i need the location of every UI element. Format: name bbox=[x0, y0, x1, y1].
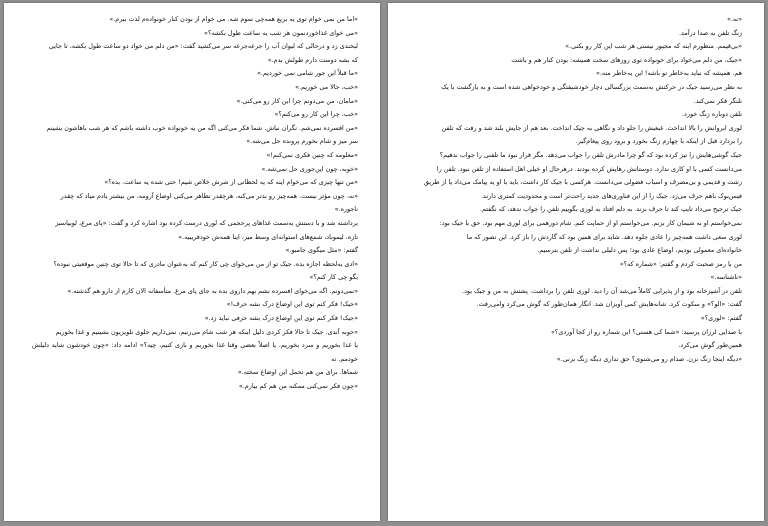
text-line: با صدایی لرزان پرسید: «شما کی هستی؟ این شماره رو از کجا آوردی؟» bbox=[551, 327, 742, 336]
text-line: ناجوره.» bbox=[334, 205, 358, 214]
text-line: «نه.» bbox=[726, 15, 742, 23]
text-line: زنگ تلفن به صدا درآمد. bbox=[679, 28, 742, 37]
text-line: بگو چی کار کنم؟» bbox=[309, 273, 358, 282]
text-line: «جیک! فکر کنم توی این اوضاع درک بشه حرفی نباید زد.» bbox=[204, 314, 358, 323]
right-page-text bbox=[416, 13, 742, 366]
text-line: تلفن دوباره زنگ خورد. bbox=[682, 110, 742, 119]
text-line: «خب، حالا می خوریم.» bbox=[295, 82, 358, 91]
text-line: که بشه دوست دارم طولش بدم.» bbox=[267, 55, 358, 64]
text-line: لبخندی زد و درحالی که لیوان آب را جرعه‌جرعه سر می‌کشید گفت: «من دلم می خواد دو ساعت طول بکشه، تا جایی bbox=[48, 42, 358, 51]
text-line: «ما قبلاً این جور شامی نمی خوردیم.» bbox=[256, 69, 358, 78]
text-line: برداشته شد و با دستش به‌سمت غذاهای پرحجمی که لوری درست کرده بود اشاره کرد و گفت: «پای مرغ، لوبیاسبز bbox=[55, 218, 358, 227]
text-line: گفتم: «لوری؟» bbox=[700, 314, 742, 323]
text-line: «خوبه، چون این‌جوری حل نمی‌شه.» bbox=[261, 164, 358, 173]
text-line: لوری ابروانش را بالا انداخت. غبغبش را جلو داد و نگاهی به جیک انداخت. بعد هم از جایش بلند شد و رفت که تلفن bbox=[441, 123, 742, 132]
text-line: تازه، لیموناد، شمع‌های استوانه‌ای وسط میز، اینا همه‌ش خودفریبیه.» bbox=[178, 232, 358, 241]
text-line: «من افسرده نمی‌شم. نگران نباش. شما فکر می‌کنی اگه من یه خونواده‌ خوب داشته باشم که هر شب باهاشون بشینم bbox=[46, 123, 358, 132]
left-page bbox=[4, 3, 380, 521]
text-line: «ناشناسه.» bbox=[710, 273, 742, 282]
text-line: «مامان، من می‌دونم چرا این کار رو می‌کنی.» bbox=[236, 96, 358, 105]
text-line: گفتم: «مثل میگوی جامبو.» bbox=[285, 246, 358, 255]
text-line: تلنگر فکر نمی‌کند. bbox=[693, 96, 742, 105]
text-line: تلفن در آشپزخانه بود و از پذیرایی کاملاً می‌شد آن را دید. لوری تلفن را برداشت. پشتش به من و جیک بود. bbox=[462, 286, 742, 295]
text-line: «جیک! فکر کنم توی این اوضاع درک بشه حرف!» bbox=[226, 300, 358, 309]
text-line: نمی‌خواستم او به شیمان کار بزنم. می‌خواستم او از حمایت کنم. شام دورهمی برای لوری مهم بود. حق با جیک بود: bbox=[439, 218, 742, 227]
text-line: «خب، چرا این کار رو می‌کنم؟» bbox=[274, 110, 358, 119]
text-line: «خوبه آندی. جیک تا حالا فکر کردی دلیل اینکه هر شب شام می‌زنیم، نمی‌ذاریم جلوی تلویزیون بشینیم و غذا بخوریم bbox=[55, 327, 358, 336]
text-line: شماها. برای من هم تحمل این اوضاع سخته.» bbox=[237, 368, 358, 377]
text-line: جیک گوشی‌هایش را تیز کرده بود که گو چرا مادرش تلفن را جواب می‌دهد. مگر قرار نبود ما تلفنی را جواب ندهیم؟ bbox=[439, 150, 742, 159]
text-line: «من تنها چیزی که می‌خوام اینه که یه لحظاتی از شرش خلاص شیم! حتی شده یه ساعت. بده؟» bbox=[104, 178, 358, 187]
text-line: همین‌طور گوش می‌کرد. bbox=[678, 341, 742, 350]
text-line: «ادی یه‌لحظه اجازه بده. جیک تو از من می‌خوای چی کار کنم که به‌عنوان مادری که تا حالا توی چنین موقعیتی نبوده؟ bbox=[53, 259, 358, 268]
text-line: لوری سعی داشت همه‌چیز را عادی جلوه دهد. شاید برای همین بود که گاردش را باز کرد. این تصور که ما bbox=[466, 232, 742, 241]
text-line: جیک ترجیح می‌داد تایپ کند تا حرف بزند. به دلم افتاد به لوری بگوییم تلفن را جواب ندهد، که نگفتم. bbox=[479, 205, 742, 214]
text-line: را بردارد قبل از اینکه با چهارم زنگ بخورد و برود روی پیغام‌گیر. bbox=[575, 137, 742, 146]
text-line: به نظر می‌رسید جیک در حرکتش به‌سمت بزرگسالی دچار خودشیفتگی و خودخواهی شده است و به بازگشت با یک bbox=[441, 82, 742, 91]
text-line: یا غذا بخوریم و سرد بخوریم، یا اصلاً بعضی وقتا غذا نخوریم و بازی کنیم، چیه؟» ادامه داد: «چون خودشون شاید دلیلش خودمم. نه bbox=[32, 341, 358, 363]
text-line: هم. همیشه که نباید به‌خاطر تو باشه! این یه‌خاطر منه.» bbox=[595, 69, 742, 78]
text-line: «دیگه اینجا زنگ نزن. صدام رو می‌شنوی؟ حق نداری دیگه زنگ بزنی.» bbox=[556, 354, 742, 363]
text-line: سر میز و شام بخورم پرونده حل می‌شه.» bbox=[246, 137, 358, 146]
text-line: «بی‌قیمم. منظورم اینه که مجبور نیستی هر شب این کار رو بکنی.» bbox=[565, 42, 742, 51]
text-line: «معلومه که چنین فکری نمی‌کنم!» bbox=[266, 150, 358, 159]
text-line: «چون فکر نمی‌کنی ممکنه من هم کم بیارم.» bbox=[238, 382, 358, 391]
text-line: «اما من نمی خوام توی یه بریع همه‌چی تموم شه. می خوام از بودن کنار خونواده‌م لذت ببرم.» bbox=[109, 15, 358, 23]
left-page-text bbox=[32, 13, 358, 394]
text-line: «جیک، من دلم می‌خواد برای خونواده توی روزهای سخت همیشه: بودن کنار هم و باشت bbox=[511, 55, 742, 64]
text-line: من با رمز صحبت کردم و گفتم: «شماره که؟» bbox=[619, 259, 742, 268]
text-line: زشت و قدیمی و بی‌مصرف و اسباب فضولی می‌دانست. هرکسی با جیک کار داشت، باید با او یه پیامک می‌داد یا از طریق bbox=[423, 178, 742, 187]
text-line: می‌دانست کسی با او کاری ندارد. دوستانش رهایش کرده بودند. درهرحال او خیلی اهل استفاده از تلفن نبود. تلفن را bbox=[436, 164, 742, 173]
text-line: خانواده‌ای معمولی بودیم، اوضاع عادی بود؛ پس دلیلی نداشت از تلفن بترسیم. bbox=[537, 246, 742, 255]
right-page bbox=[388, 3, 764, 521]
text-line: «نه، چون مؤثر نیست. همه‌چیز رو بدتر می‌کنه. هرچقدر تظاهر می‌کنی اوضاع آرومه، من بیشتر یادم میاد که چقدر bbox=[60, 191, 358, 200]
text-line: «نمی‌دونم. اگه می‌خوای افسرده نشم بهم داروی بده به جای پای مرغ. متأسفانه الان کارم از دارو هم گذشته.» bbox=[67, 286, 358, 295]
text-line: گفت: «الو؟» و سکوت کرد. شانه‌هایش کمی آویزان شد. انگار همان‌طور که گوش می‌کرد وامی‌رفت. bbox=[476, 300, 742, 309]
text-line: «می خوای غذاخوردنمون هر شب یه ساعت طول بکشه؟» bbox=[204, 28, 358, 37]
text-line: فیس‌بوک باهم حرف می‌زد. جیک را از این فناوری‌های جدید راحت‌تر است و محدودیت کمتری دارند. bbox=[480, 191, 742, 200]
